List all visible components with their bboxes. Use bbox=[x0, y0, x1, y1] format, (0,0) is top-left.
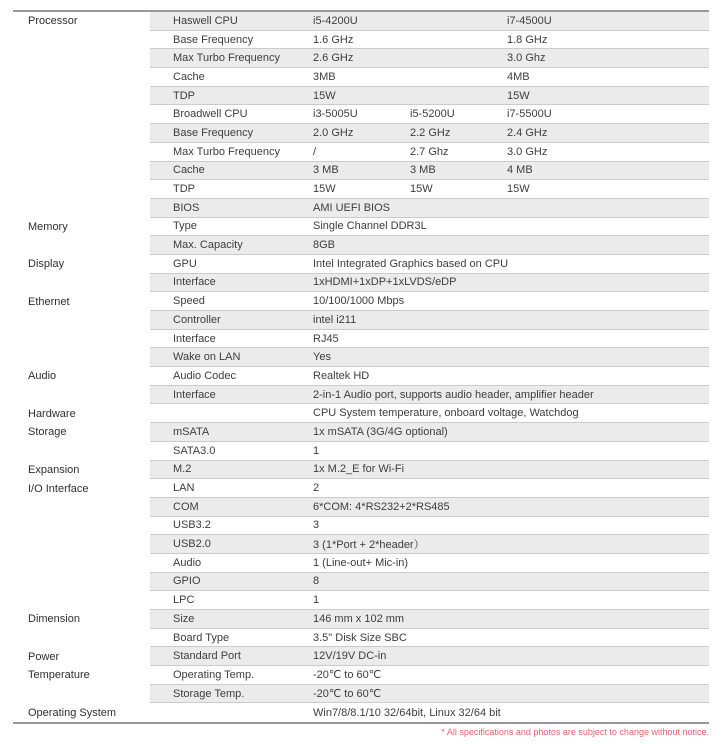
spec-value-3: i7-4500U bbox=[507, 14, 552, 27]
spec-label: Controller bbox=[173, 313, 221, 326]
spec-label: Max. Capacity bbox=[173, 239, 243, 252]
spec-value-1: Yes bbox=[313, 351, 331, 364]
table-row bbox=[13, 199, 709, 218]
category-label bbox=[13, 685, 150, 704]
table-row bbox=[13, 703, 709, 722]
spec-value-1: 2.6 GHz bbox=[313, 52, 354, 65]
category-label bbox=[13, 162, 150, 181]
spec-row-body bbox=[150, 703, 709, 722]
category-label bbox=[13, 199, 150, 218]
spec-value-3: 1.8 GHz bbox=[507, 33, 548, 46]
table-row bbox=[13, 162, 709, 181]
spec-label: Cache bbox=[173, 70, 205, 83]
spec-value-1: 1 (Line-out+ Mic-in) bbox=[313, 556, 409, 569]
spec-row-body bbox=[150, 31, 709, 50]
spec-label: Speed bbox=[173, 295, 205, 308]
spec-value-1: Single Channel DDR3L bbox=[313, 220, 427, 233]
table-row bbox=[13, 554, 709, 573]
category-label bbox=[13, 87, 150, 106]
spec-value-1: Win7/8/8.1/10 32/64bit, Linux 32/64 bit bbox=[313, 706, 501, 719]
category-label bbox=[13, 554, 150, 573]
spec-row-body bbox=[150, 554, 709, 573]
category-label bbox=[13, 330, 150, 349]
spec-value-1: 12V/19V DC-in bbox=[313, 650, 387, 663]
table-row bbox=[13, 647, 709, 666]
spec-value-3: 15W bbox=[507, 183, 530, 196]
table-row bbox=[13, 348, 709, 367]
table-row bbox=[13, 591, 709, 610]
spec-value-1: / bbox=[313, 145, 317, 158]
spec-row-body bbox=[150, 367, 709, 386]
spec-label: Haswell CPU bbox=[173, 14, 238, 27]
spec-row-body bbox=[150, 199, 709, 218]
table-row bbox=[13, 68, 709, 87]
spec-row-body bbox=[150, 330, 709, 349]
spec-value-1: 1.6 GHz bbox=[313, 33, 354, 46]
category-label: Hardware bbox=[28, 407, 76, 420]
table-row bbox=[13, 517, 709, 536]
category-label bbox=[13, 105, 150, 124]
spec-table bbox=[13, 10, 709, 724]
category-label bbox=[13, 517, 150, 536]
spec-label: Size bbox=[173, 612, 195, 625]
table-row bbox=[13, 180, 709, 199]
spec-row-body bbox=[150, 348, 709, 367]
category-label: Storage bbox=[28, 426, 67, 439]
spec-label: Storage Temp. bbox=[173, 687, 245, 700]
spec-value-3: 2.4 GHz bbox=[507, 126, 548, 139]
table-row bbox=[13, 461, 709, 480]
category-label: Operating System bbox=[28, 706, 117, 719]
category-label bbox=[13, 274, 150, 293]
spec-label: Interface bbox=[173, 388, 216, 401]
table-row bbox=[13, 124, 709, 143]
spec-value-1: 3 (1*Port + 2*header） bbox=[313, 539, 425, 552]
spec-value-1: 2.0 GHz bbox=[313, 126, 354, 139]
table-row bbox=[13, 573, 709, 592]
spec-value-1: AMI UEFI BIOS bbox=[313, 201, 391, 214]
category-label: I/O Interface bbox=[28, 482, 89, 495]
spec-row-body bbox=[150, 610, 709, 629]
spec-row-body bbox=[150, 292, 709, 311]
category-label bbox=[13, 124, 150, 143]
table-row bbox=[13, 423, 709, 442]
spec-label: M.2 bbox=[173, 463, 192, 476]
table-row bbox=[13, 629, 709, 648]
footnote: * All specifications and photos are subject to change without notice. bbox=[441, 727, 709, 737]
spec-value-3: 15W bbox=[507, 89, 530, 102]
spec-row-body bbox=[150, 517, 709, 536]
spec-label: Type bbox=[173, 220, 197, 233]
table-row bbox=[13, 479, 709, 498]
category-label: Power bbox=[28, 650, 60, 663]
spec-row-body bbox=[150, 386, 709, 405]
spec-label: SATA3.0 bbox=[173, 444, 216, 457]
spec-label: Cache bbox=[173, 164, 205, 177]
table-row bbox=[13, 367, 709, 386]
spec-value-1: 3MB bbox=[313, 70, 336, 83]
spec-label: Broadwell CPU bbox=[173, 108, 248, 121]
spec-row-body bbox=[150, 479, 709, 498]
spec-label: Base Frequency bbox=[173, 33, 254, 46]
spec-row-body bbox=[150, 535, 709, 554]
table-row bbox=[13, 442, 709, 461]
spec-label: Standard Port bbox=[173, 650, 241, 663]
spec-row-body bbox=[150, 12, 709, 31]
spec-value-1: 146 mm x 102 mm bbox=[313, 612, 405, 625]
table-row bbox=[13, 31, 709, 50]
spec-row-body bbox=[150, 404, 709, 423]
category-label bbox=[13, 31, 150, 50]
spec-value-2: i5-5200U bbox=[410, 108, 455, 121]
spec-value-2: 2.2 GHz bbox=[410, 126, 451, 139]
spec-value-1: 1xHDMI+1xDP+1xLVDS/eDP bbox=[313, 276, 457, 289]
category-label bbox=[13, 180, 150, 199]
spec-row-body bbox=[150, 143, 709, 162]
table-row bbox=[13, 685, 709, 704]
spec-label: USB2.0 bbox=[173, 538, 211, 551]
spec-row-body bbox=[150, 87, 709, 106]
category-label: Expansion bbox=[28, 463, 80, 476]
spec-label: Operating Temp. bbox=[173, 668, 255, 681]
spec-row-body bbox=[150, 591, 709, 610]
table-row bbox=[13, 311, 709, 330]
spec-row-body bbox=[150, 274, 709, 293]
category-label: Display bbox=[28, 258, 65, 271]
category-label bbox=[13, 236, 150, 255]
spec-row-body bbox=[150, 311, 709, 330]
spec-value-1: 1x mSATA (3G/4G optional) bbox=[313, 425, 448, 438]
spec-label: BIOS bbox=[173, 201, 200, 214]
table-row bbox=[13, 386, 709, 405]
table-row bbox=[13, 292, 709, 311]
table-row bbox=[13, 330, 709, 349]
table-row bbox=[13, 12, 709, 31]
spec-value-1: 1x M.2_E for Wi-Fi bbox=[313, 463, 405, 476]
spec-value-1: 2 bbox=[313, 482, 320, 495]
spec-row-body bbox=[150, 49, 709, 68]
spec-value-3: 3.0 Ghz bbox=[507, 52, 546, 65]
spec-row-body bbox=[150, 685, 709, 704]
spec-value-1: 1 bbox=[313, 594, 320, 607]
spec-row-body bbox=[150, 442, 709, 461]
spec-row-body bbox=[150, 255, 709, 274]
table-row bbox=[13, 218, 709, 237]
spec-label: GPIO bbox=[173, 575, 201, 588]
spec-row-body bbox=[150, 236, 709, 255]
table-row bbox=[13, 610, 709, 629]
spec-value-1: 8GB bbox=[313, 239, 336, 252]
spec-label: Audio Codec bbox=[173, 369, 236, 382]
spec-row-body bbox=[150, 666, 709, 685]
table-row bbox=[13, 535, 709, 554]
table-row bbox=[13, 236, 709, 255]
spec-label: Interface bbox=[173, 332, 216, 345]
category-label: Dimension bbox=[28, 613, 80, 626]
spec-label: Audio bbox=[173, 556, 202, 569]
spec-value-1: -20℃ to 60℃ bbox=[313, 669, 382, 682]
spec-label: LPC bbox=[173, 594, 195, 607]
spec-label: COM bbox=[173, 500, 199, 513]
category-label bbox=[13, 573, 150, 592]
spec-row-body bbox=[150, 647, 709, 666]
spec-value-2: 3 MB bbox=[410, 164, 436, 177]
category-label bbox=[13, 386, 150, 405]
table-row bbox=[13, 49, 709, 68]
spec-value-1: Realtek HD bbox=[313, 369, 370, 382]
table-row bbox=[13, 274, 709, 293]
spec-value-3: 4MB bbox=[507, 70, 530, 83]
spec-value-1: -20℃ to 60℃ bbox=[313, 688, 382, 701]
category-label bbox=[13, 498, 150, 517]
spec-label: mSATA bbox=[173, 425, 210, 438]
spec-label: Base Frequency bbox=[173, 126, 254, 139]
category-label: Audio bbox=[28, 370, 57, 383]
spec-value-1: 8 bbox=[313, 575, 320, 588]
spec-value-1: i3-5005U bbox=[313, 108, 358, 121]
category-label bbox=[13, 68, 150, 87]
spec-value-1: 15W bbox=[313, 89, 336, 102]
spec-value-1: intel i211 bbox=[313, 313, 357, 326]
category-label bbox=[13, 311, 150, 330]
spec-value-3: 4 MB bbox=[507, 164, 533, 177]
spec-label: USB3.2 bbox=[173, 519, 211, 532]
spec-label: TDP bbox=[173, 89, 195, 102]
category-label bbox=[13, 442, 150, 461]
spec-row-body bbox=[150, 162, 709, 181]
spec-label: GPU bbox=[173, 257, 197, 270]
spec-value-1: 3 bbox=[313, 519, 320, 532]
spec-row-body bbox=[150, 573, 709, 592]
spec-label: LAN bbox=[173, 482, 195, 495]
table-row bbox=[13, 105, 709, 124]
spec-value-1: i5-4200U bbox=[313, 14, 358, 27]
spec-label: TDP bbox=[173, 183, 195, 196]
spec-row-body bbox=[150, 124, 709, 143]
spec-label: Interface bbox=[173, 276, 216, 289]
table-row bbox=[13, 255, 709, 274]
spec-row-body bbox=[150, 498, 709, 517]
spec-value-1: 3 MB bbox=[313, 164, 339, 177]
category-label bbox=[13, 629, 150, 648]
spec-value-2: 15W bbox=[410, 183, 433, 196]
table-row bbox=[13, 143, 709, 162]
spec-value-3: i7-5500U bbox=[507, 108, 552, 121]
spec-row-body bbox=[150, 461, 709, 480]
category-label: Processor bbox=[28, 15, 78, 28]
spec-label: Wake on LAN bbox=[173, 351, 241, 364]
category-label: Memory bbox=[28, 220, 68, 233]
spec-value-1: 3.5" Disk Size SBC bbox=[313, 631, 407, 644]
category-label bbox=[13, 535, 150, 554]
table-row bbox=[13, 498, 709, 517]
spec-value-3: 3.0 GHz bbox=[507, 145, 548, 158]
spec-value-1: 2-in-1 Audio port, supports audio header, amplifier header bbox=[313, 388, 594, 401]
spec-row-body bbox=[150, 105, 709, 124]
spec-value-1: 10/100/1000 Mbps bbox=[313, 295, 405, 308]
category-label: Ethernet bbox=[28, 295, 70, 308]
spec-value-1: 1 bbox=[313, 444, 320, 457]
spec-row-body bbox=[150, 629, 709, 648]
spec-label: Max Turbo Frequency bbox=[173, 52, 280, 65]
table-row bbox=[13, 666, 709, 685]
spec-row-body bbox=[150, 423, 709, 442]
spec-value-1: 6*COM: 4*RS232+2*RS485 bbox=[313, 500, 450, 513]
category-label bbox=[13, 143, 150, 162]
category-label bbox=[13, 591, 150, 610]
category-label bbox=[13, 348, 150, 367]
spec-row-body bbox=[150, 180, 709, 199]
category-label bbox=[13, 49, 150, 68]
spec-value-1: 15W bbox=[313, 183, 336, 196]
table-row bbox=[13, 87, 709, 106]
spec-value-1: CPU System temperature, onboard voltage, Watchdog bbox=[313, 407, 579, 420]
spec-value-1: RJ45 bbox=[313, 332, 339, 345]
spec-row-body bbox=[150, 218, 709, 237]
spec-value-1: Intel Integrated Graphics based on CPU bbox=[313, 257, 509, 270]
spec-label: Max Turbo Frequency bbox=[173, 145, 280, 158]
category-label: Temperature bbox=[28, 669, 90, 682]
spec-label: Board Type bbox=[173, 631, 230, 644]
spec-row-body bbox=[150, 68, 709, 87]
table-row bbox=[13, 404, 709, 423]
spec-value-2: 2.7 Ghz bbox=[410, 145, 449, 158]
